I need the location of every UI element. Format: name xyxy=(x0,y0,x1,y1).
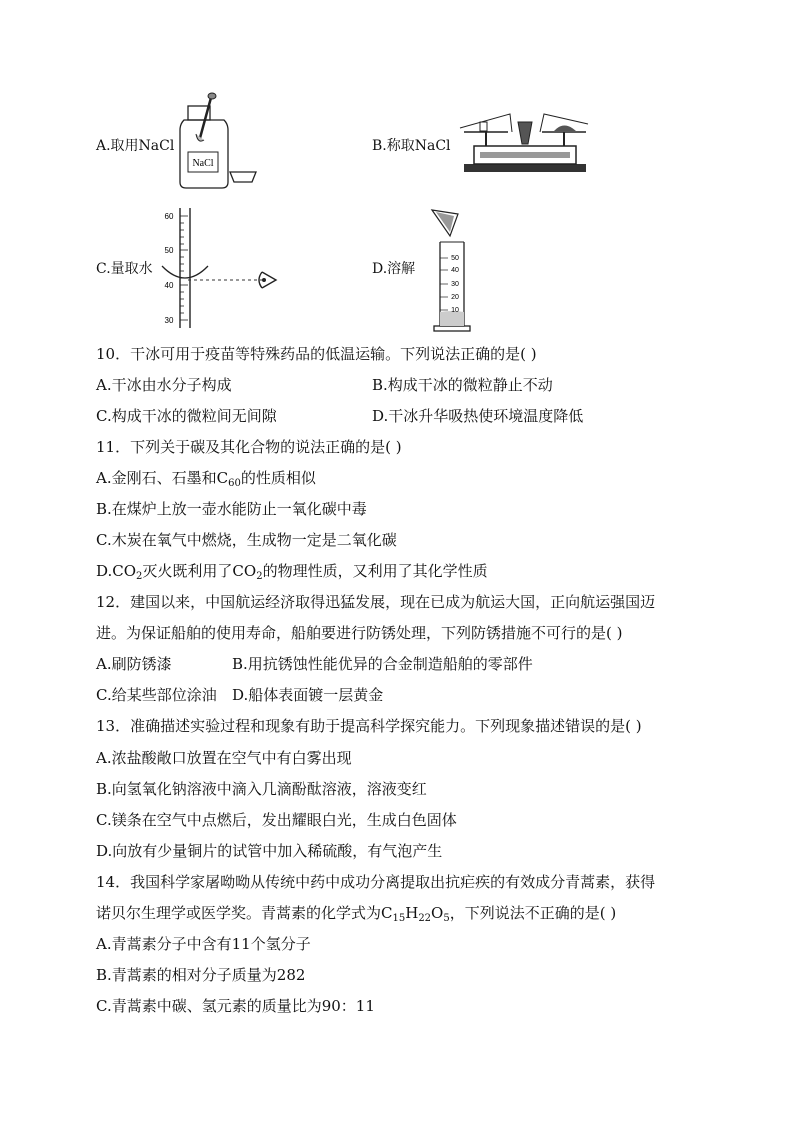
cylinder-dissolving-figure xyxy=(428,208,488,334)
q13-option-a: A.浓盐酸敞口放置在空气中有白雾出现 xyxy=(96,749,352,767)
q11-option-c: C.木炭在氧气中燃烧，生成物一定是二氧化碳 xyxy=(96,531,397,549)
q14-option-a: A.青蒿素分子中含有11个氢分子 xyxy=(96,935,311,953)
q11-option-a: A.金刚石、石墨和$C_{60}$的性质相似 xyxy=(96,469,316,489)
q11-stem: 11．下列关于碳及其化合物的说法正确的是( ) xyxy=(96,438,402,456)
graduated-cylinder-reading-figure xyxy=(158,208,288,332)
q12-stem-line1: 12．建国以来，中国航运经济取得迅猛发展，现在已成为航运大国，正向航运强国迈 xyxy=(96,593,656,611)
q11-option-d: $D.CO_2$灭火既利用了$CO_2$的物理性质，又利用了其化学性质 xyxy=(96,562,488,582)
option-b-label: B.称取NaCl xyxy=(372,138,451,154)
q10-stem: 10．干冰可用于疫苗等特殊药品的低温运输。下列说法正确的是( ) xyxy=(96,345,537,363)
tick-30: 30 xyxy=(164,316,174,325)
q12-option-b: B.用抗锈蚀性能优异的合金制造船舶的零部件 xyxy=(232,655,533,673)
q13-option-c: C.镁条在空气中点燃后，发出耀眼白光，生成白色固体 xyxy=(96,811,457,829)
tick-50: 50 xyxy=(164,246,174,255)
tick-20: 20 xyxy=(451,294,459,301)
tick-10: 10 xyxy=(451,307,459,314)
q14-option-b: B.青蒿素的相对分子质量为282 xyxy=(96,966,306,984)
q11-option-b: B.在煤炉上放一壶水能防止一氧化碳中毒 xyxy=(96,500,367,518)
tick-40: 40 xyxy=(451,267,459,274)
q13-stem: 13．准确描述实验过程和现象有助于提高科学探究能力。下列现象描述错误的是( ) xyxy=(96,717,642,735)
tick-30: 30 xyxy=(451,281,459,288)
q10-option-c: C.构成干冰的微粒间无间隙 xyxy=(96,407,277,425)
q10-option-b: B.构成干冰的微粒静止不动 xyxy=(372,376,553,394)
q14-option-c: C.青蒿素中碳、氢元素的质量比为90：11 xyxy=(96,997,375,1015)
q12-option-a: A.刷防锈漆 xyxy=(96,655,172,673)
tick-40: 40 xyxy=(164,281,174,290)
option-c-label: C.量取水 xyxy=(96,261,153,277)
balance-figure xyxy=(460,108,590,176)
q12-option-c: C.给某些部位涂油 xyxy=(96,686,217,704)
bottle-label: NaCl xyxy=(192,158,214,169)
reagent-bottle-figure xyxy=(176,94,266,194)
tick-50: 50 xyxy=(451,255,459,262)
q14-stem-line2: 诺贝尔生理学或医学奖。青蒿素的化学式为$C_{15}H_{22}O_5$，下列说法不正确的是( ) xyxy=(96,904,617,924)
q10-option-d: D.干冰升华吸热使环境温度降低 xyxy=(372,407,584,425)
option-a-label: A.取用NaCl xyxy=(96,138,175,154)
q14-stem-line1: 14．我国科学家屠呦呦从传统中药中成功分离提取出抗疟疾的有效成分青蒿素，获得 xyxy=(96,873,656,891)
q12-stem-line2: 进。为保证船舶的使用寿命，船舶要进行防锈处理，下列防锈措施不可行的是( ) xyxy=(96,624,623,642)
q13-option-b: B.向氢氧化钠溶液中滴入几滴酚酞溶液，溶液变红 xyxy=(96,780,427,798)
option-d-label: D.溶解 xyxy=(372,261,416,277)
q13-option-d: D.向放有少量铜片的试管中加入稀硫酸，有气泡产生 xyxy=(96,842,443,860)
tick-60: 60 xyxy=(164,212,174,221)
q10-option-a: A.干冰由水分子构成 xyxy=(96,376,232,394)
q12-option-d: D.船体表面镀一层黄金 xyxy=(232,686,384,704)
